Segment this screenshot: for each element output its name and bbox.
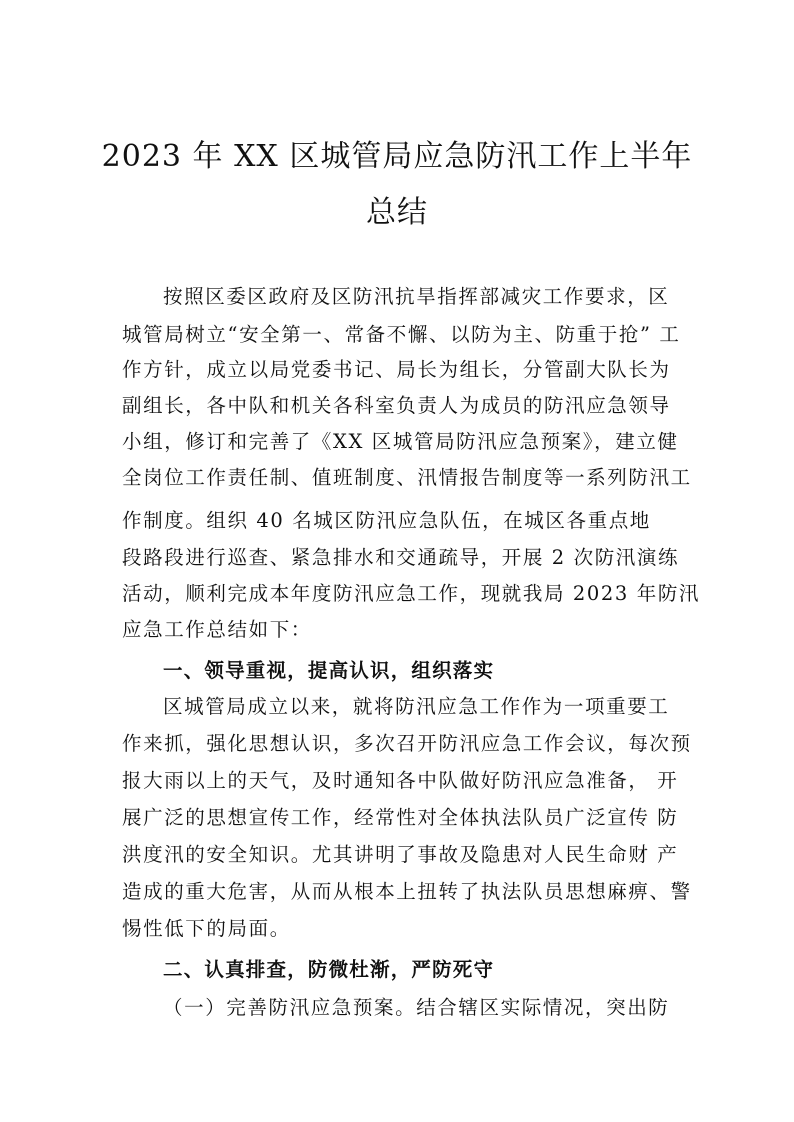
section-1-paragraph-line: 造成的重大危害，从而从根本上扭转了执法队员思想麻痹、警 bbox=[122, 880, 692, 903]
section-1-paragraph-line: 区城管局成立以来，就将防汛应急工作作为一项重要工 bbox=[163, 695, 670, 718]
section-1-paragraph-line: 报大雨以上的天气，及时通知各中队做好防汛应急准备， 开 bbox=[122, 769, 679, 792]
section-1-heading: 一、领导重视，提高认识，组织落实 bbox=[163, 659, 495, 682]
intro-paragraph-line: 段路段进行巡查、紧急排水和交通疏导，开展 2 次防汛演练 bbox=[122, 546, 680, 569]
document-title-line-2: 总结 bbox=[366, 195, 428, 230]
intro-paragraph-line: 城管局树立“安全第一、常备不懈、以防为主、防重于抢” 工 bbox=[122, 323, 681, 346]
intro-paragraph-line: 全岗位工作责任制、值班制度、汛情报告制度等一系列防汛工 bbox=[122, 466, 692, 489]
document-title-line-1: 2023 年 XX 区城管局应急防汛工作上半年 bbox=[101, 139, 693, 174]
intro-paragraph-line: 应急工作总结如下： bbox=[122, 618, 312, 641]
intro-paragraph-line: 按照区委区政府及区防汛抗旱指挥部减灾工作要求，区 bbox=[163, 285, 670, 308]
intro-paragraph-line: 作制度。组织 40 名城区防汛应急队伍，在城区各重点地 bbox=[122, 509, 651, 532]
intro-paragraph-line: 小组，修订和完善了《XX 区城管局防汛应急预案》，建立健 bbox=[122, 430, 679, 453]
intro-paragraph-line: 活动，顺利完成本年度防汛应急工作，现就我局 2023 年防汛 bbox=[122, 582, 701, 605]
intro-paragraph-line: 作方针，成立以局党委书记、局长为组长，分管副大队长为 bbox=[122, 358, 671, 381]
intro-paragraph-line: 副组长，各中队和机关各科室负责人为成员的防汛应急领导 bbox=[122, 394, 671, 417]
section-1-paragraph-line: 惕性低下的局面。 bbox=[122, 917, 291, 940]
section-1-paragraph-line: 洪度汛的安全知识。尤其讲明了事故及隐患对人民生命财 产 bbox=[122, 843, 679, 866]
section-1-paragraph-line: 作来抓，强化思想认识，多次召开防汛应急工作会议，每次预 bbox=[122, 732, 692, 755]
section-1-paragraph-line: 展广泛的思想宣传工作，经常性对全体执法队员广泛宣传 防 bbox=[122, 806, 679, 829]
section-2-heading: 二、认真排查，防微杜渐，严防死守 bbox=[163, 958, 495, 981]
section-2-subsection-1: （一）完善防汛应急预案。结合辖区实际情况，突出防 bbox=[163, 996, 670, 1019]
